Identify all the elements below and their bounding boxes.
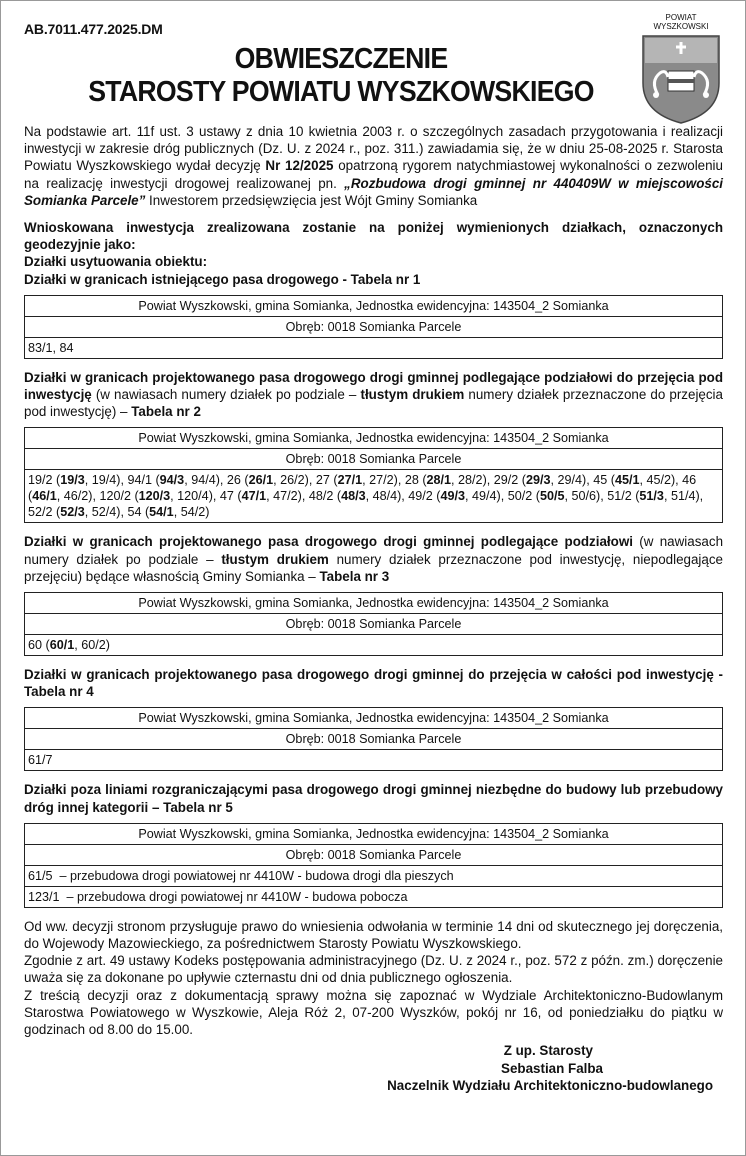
parcel-acquired: 50/5 (539, 489, 565, 504)
table-precinct-header: Obręb: 0018 Somianka Parcele (25, 316, 723, 337)
parcel-original: 60 (28, 638, 43, 653)
section-4-heading: Działki w granicach projektowanego pasa drogowego drogi gminnej do przejęcia w całości pod inwestycję -Tabela nr 4 (24, 667, 723, 700)
table-unit-header: Powiat Wyszkowski, gmina Somianka, Jednostka ewidencyjna: 143504_2 Somianka (25, 593, 723, 614)
parcel-acquired: 29/3 (525, 473, 551, 488)
parcel-original: 29/2 (493, 473, 519, 488)
intro-text-2: opatrzoną rygorem natychmiastowej wykonalności o zezwoleniu na realizację inwestycji drogowej realizowanej pn. (24, 158, 723, 191)
parcel-remaining: 51/4 (670, 489, 696, 504)
delivery-paragraph: Zgodnie z art. 49 ustawy Kodeks postępowania administracyjnego (Dz. U. z 2024 r., poz. 572 z późn. zm.) doręczenie uważa się za dokonane po upływie czternastu dni od dnia publicznego ogłoszenia. (24, 953, 723, 986)
parcel-table-4 (24, 707, 723, 771)
parcel-entry: 45 (45/1, 45/2) (593, 473, 676, 488)
parcel-original: 26 (226, 473, 241, 488)
document-number: AB.7011.477.2025.DM (24, 21, 163, 37)
parcel-entry: 54 (54/1, 54/2) (127, 505, 210, 520)
title-line-1: OBWIESZCZENIE (234, 43, 448, 75)
parcel-entry: 19/2 (19/3, 19/4) (28, 473, 121, 488)
parcel-original: 54 (127, 505, 142, 520)
parcel-remaining: 46/2 (63, 489, 89, 504)
lead-line-2: Działki usytuowania obiektu: (24, 254, 208, 270)
parcel-original: 49/2 (408, 489, 433, 504)
lead-line-1: Wnioskowana inwestycja zrealizowana zostanie na poniżej wymienionych działkach, oznaczonych geodezyjnie jako: (24, 220, 723, 253)
parcel-acquired: 60/1 (49, 638, 75, 653)
parcel-entry: 120/2 (120/3, 120/4) (99, 489, 213, 504)
sec3-bold-2: tłustym drukiem (221, 551, 329, 567)
intro-text-1: Na podstawie art. 11f ust. 3 ustawy z dnia 10 kwietnia 2003 r. o szczególnych zasadach przygotowania i realizacji inwestycji w zakresie dróg publicznych (Dz. U. z 2024 r., poz. 311.) zawiadamia się, że w dniu 25-08-2025 r. Starosta Powiatu Wyszkowskiego wydał decyzję (24, 124, 723, 174)
parcel-entry: 46 (46/1, 46/2) (28, 473, 697, 504)
table-unit-header: Powiat Wyszkowski, gmina Somianka, Jednostka ewidencyjna: 143504_2 Somianka (25, 708, 723, 729)
table-precinct-header: Obręb: 0018 Somianka Parcele (25, 729, 723, 750)
parcel-remaining: 29/4 (557, 473, 583, 488)
parcel-entry: 51/2 (51/3, 51/4) (607, 489, 700, 504)
appeal-paragraph: Od ww. decyzji stronom przysługuje prawo do wniesienia odwołania w terminie 14 dni od skutecznego jej doręczenia, do Wojewody Mazowieckiego, za pośrednictwem Starosty Powiatu Wyszkowskiego. (24, 918, 723, 952)
parcel-acquired: 28/1 (426, 473, 452, 488)
parcel-entry: 48/2 (48/3, 48/4) (308, 489, 402, 504)
parcel-remaining: 54/2 (180, 505, 206, 520)
table-unit-header: Powiat Wyszkowski, gmina Somianka, Jednostka ewidencyjna: 143504_2 Somianka (25, 295, 723, 316)
table-row: 19/2 (19/3, 19/4), 94/1 (94/3, 94/4), 26 (26/1, 26/2), 27 (27/1, 27/2), 28 (28/1, 28/2), 29/2 (29/3, 29/4), 45 (45/1, 45/2), 46 (46/1, 46/2), 120/2 (120/3, 120/4), 47 (47/1, 47/2), 48/2 (48/3, 48/4), 49/2 (49/3, 49/4), 50/2 (50/5, 50/6), 51/2 (51/3, 51/4), 52/2 (52/3, 52/4), 54 (54/1, 54/2) (25, 470, 723, 523)
parcel-acquired: 54/1 (149, 505, 174, 520)
county-crest (637, 13, 725, 130)
table-row: 61/5 – przebudowa drogi powiatowej nr 4410W - budowa drogi dla pieszych (25, 865, 723, 886)
parcel-remaining: 60/2 (81, 638, 106, 653)
parcel-acquired: 47/1 (241, 489, 267, 504)
parcel-remaining: 27/2 (369, 473, 394, 488)
table-row: 123/1 – przebudowa drogi powiatowej nr 4410W - budowa pobocza (25, 886, 723, 907)
notice-title (83, 43, 598, 109)
parcel-original: 28 (404, 473, 419, 488)
parcel-remaining: 50/6 (571, 489, 596, 504)
parcel-original: 50/2 (507, 489, 533, 504)
table-row: 61/7 (25, 750, 723, 771)
parcel-acquired: 46/1 (32, 489, 57, 504)
parcel-original: 120/2 (99, 489, 131, 504)
parcel-entry: 50/2 (50/5, 50/6) (507, 489, 601, 504)
parcel-acquired: 120/3 (138, 489, 171, 504)
parcel-original: 48/2 (308, 489, 334, 504)
parcel-entry: 52/2 (52/3, 52/4) (28, 505, 121, 520)
parcel-original: 19/2 (28, 473, 53, 488)
signature-block (24, 1042, 723, 1095)
inspection-paragraph: Z treścią decyzji oraz z dokumentacją sprawy można się zapoznać w Wydziale Architektoniczno-Budowlanym Starostwa Powiatowego w Wyszkowie, Aleja Róż 2, 07-200 Wyszków, pokój nr 16, od poniedziałku do piątku w godzinach od 8.00 do 15.00. (24, 987, 723, 1038)
parcel-entry: 26 (26/1, 26/2) (226, 473, 309, 488)
intro-paragraph (24, 123, 723, 209)
parcel-entry: 47 (47/1, 47/2) (219, 489, 302, 504)
parcel-acquired: 94/3 (159, 473, 185, 488)
parcel-table-2 (24, 427, 723, 523)
signature-line-1: Z up. Starosty (503, 1043, 593, 1059)
crest-label: POWIAT WYSZKOWSKI (653, 13, 709, 31)
title-line-2: STAROSTY POWIATU WYSZKOWSKIEGO (88, 76, 594, 108)
parcel-entry: 94/1 (94/3, 94/4) (127, 473, 220, 488)
sec2-text-2: numery działek przeznaczone do przejęcia pod inwestycję) – (24, 387, 723, 420)
sec2-bold-2: tłustym drukiem (360, 387, 465, 403)
parcel-acquired: 27/1 (337, 473, 363, 488)
signature-name: Sebastian Falba (501, 1060, 603, 1076)
sec3-text-1: (w nawiasach numery działek po podziale – (24, 534, 724, 567)
parcel-entry: 27 (27/1, 27/2) (315, 473, 398, 488)
table-unit-header: Powiat Wyszkowski, gmina Somianka, Jednostka ewidencyjna: 143504_2 Somianka (25, 823, 723, 844)
parcel-acquired: 26/1 (248, 473, 274, 488)
notice-body (24, 123, 723, 1095)
parcel-table-1 (24, 295, 723, 359)
parcel-acquired: 45/1 (614, 473, 640, 488)
signature-position: Naczelnik Wydziału Architektoniczno-budowlanego (387, 1078, 713, 1094)
parcel-remaining: 19/4 (91, 473, 117, 488)
project-name: „Rozbudowa drogi gminnej nr 440409W w miejscowości Somianka Parcele” (24, 175, 723, 208)
parcel-original: 45 (593, 473, 608, 488)
table-precinct-header: Obręb: 0018 Somianka Parcele (25, 614, 723, 635)
table-unit-header: Powiat Wyszkowski, gmina Somianka, Jednostka ewidencyjna: 143504_2 Somianka (25, 428, 723, 449)
sec3-bold-1: Działki w granicach projektowanego pasa drogowego drogi gminnej podlegające podziałowi (24, 534, 633, 550)
parcel-original: 52/2 (28, 505, 53, 520)
parcel-entry: 29/2 (29/3, 29/4) (493, 473, 587, 488)
table-row: 83/1, 84 (25, 337, 723, 358)
parcel-remaining: 52/4 (91, 505, 117, 520)
parcel-acquired: 49/3 (440, 489, 466, 504)
section-5-heading: Działki poza liniami rozgraniczającymi pasa drogowego drogi gminnej niezbędne do budowy lub przebudowy dróg innej kategorii – Tabela nr 5 (24, 782, 723, 815)
parcel-acquired: 52/3 (60, 505, 85, 520)
section-2-heading (24, 369, 723, 421)
table-precinct-header: Obręb: 0018 Somianka Parcele (25, 844, 723, 865)
sec2-bold-3: Tabela nr 2 (131, 404, 201, 420)
parcel-remaining: 120/4 (177, 489, 209, 504)
parcel-remaining: 48/4 (372, 489, 398, 504)
sec2-bold-1: Działki w granicach projektowanego pasa drogowego drogi gminnej podlegające podziałowi do przejęcia pod inwestycję (24, 369, 723, 403)
parcel-remaining: 47/2 (273, 489, 298, 504)
sec3-bold-3: Tabela nr 3 (319, 568, 390, 584)
parcel-acquired: 19/3 (60, 473, 85, 488)
parcel-original: 94/1 (127, 473, 152, 488)
parcel-acquired: 51/3 (639, 489, 664, 504)
parcel-remaining: 26/2 (280, 473, 305, 488)
parcel-entry: 49/2 (49/3, 49/4) (408, 489, 501, 504)
parcel-original: 46 (682, 473, 697, 488)
lead-line-3: Działki w granicach istniejącego pasa drogowego - Tabela nr 1 (24, 271, 421, 287)
parcel-original: 27 (315, 473, 330, 488)
parcel-table-5 (24, 823, 723, 908)
parcel-remaining: 45/2 (646, 473, 671, 488)
parcel-remaining: 49/4 (472, 489, 497, 504)
table-precinct-header: Obręb: 0018 Somianka Parcele (25, 449, 723, 470)
parcel-remaining: 94/4 (191, 473, 216, 488)
intro-text-3: Inwestorem przedsięwzięcia jest Wójt Gminy Somianka (145, 192, 478, 208)
sec3-text-2: numery działek przeznaczone pod inwestycję, niepodlegające przejęciu) będące własnością Gminy Somianka – (24, 551, 723, 584)
parcel-original: 47 (219, 489, 234, 504)
parcel-remaining: 28/2 (458, 473, 483, 488)
sec2-text-1: (w nawiasach numery działek po podziale – (91, 387, 361, 403)
parcel-acquired: 48/3 (341, 489, 366, 504)
coat-of-arms-icon (640, 33, 722, 125)
section-3-heading (24, 533, 723, 585)
parcel-entry: 28 (28/1, 28/2) (404, 473, 487, 488)
table-row: 60 (60/1, 60/2) (25, 635, 723, 656)
parcel-original: 51/2 (607, 489, 632, 504)
decision-number: Nr 12/2025 (265, 158, 334, 174)
parcel-table-3 (24, 592, 723, 656)
